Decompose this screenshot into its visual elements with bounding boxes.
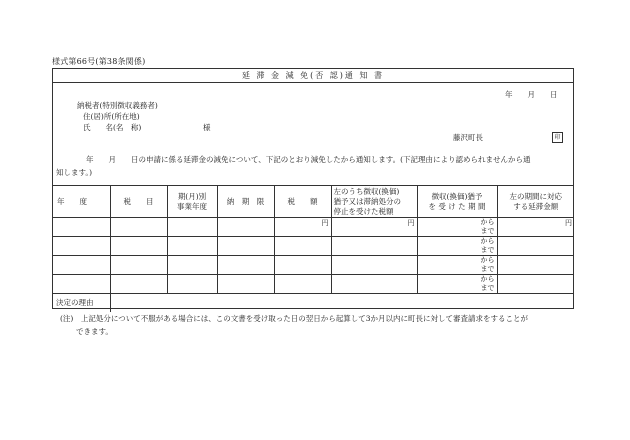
cell-suspension-period: から まで (417, 237, 497, 256)
header-late-fee: 左の期間に対応 する延滞金額 (497, 186, 574, 218)
header-tax-amount: 税 額 (274, 186, 331, 218)
header-deferred-amount: 左のうち徴収(換価) 猶予又は滞納処分の 停止を受けた税額 (331, 186, 417, 218)
cell-due-date (217, 275, 274, 294)
header-suspension-period: 徴収(換価)猶予 を 受 け た 期 間 (417, 186, 497, 218)
cell-year (53, 237, 110, 256)
cell-tax-item (110, 275, 167, 294)
note-line-2: できます。 (76, 327, 113, 336)
cell-tax-amount (274, 237, 331, 256)
form-number: 様式第66号(第38条関係) (52, 57, 146, 66)
body-text-line-2: 知します。) (56, 168, 93, 177)
cell-year (53, 218, 110, 237)
cell-period (167, 275, 217, 294)
table-row (53, 237, 574, 256)
cell-year (53, 256, 110, 275)
body-text-line-1: 年 月 日の申請に係る延滞金の減免について、下記のとおり減免したから通知します。(下記理由により認められませんから通 (86, 155, 531, 164)
header-due-date: 納 期 限 (217, 186, 274, 218)
reason-label: 決定の理由 (53, 294, 110, 312)
cell-suspension-period: から まで (417, 275, 497, 294)
cell-tax-item (110, 237, 167, 256)
cell-deferred-amount (331, 256, 417, 275)
cell-deferred-amount: 円 (331, 218, 417, 237)
cell-tax-amount (274, 256, 331, 275)
notice-form (52, 68, 574, 309)
date-line: 年 月 日 (505, 90, 558, 99)
address-label: 住(居)所(所在地) (83, 112, 140, 121)
cell-period (167, 256, 217, 275)
cell-tax-amount: 円 (274, 218, 331, 237)
header-year: 年 度 (53, 186, 110, 218)
cell-deferred-amount (331, 275, 417, 294)
detail-table (53, 185, 574, 312)
form-title: 延 滞 金 減 免(否 認)通 知 書 (53, 69, 573, 83)
table-row (53, 256, 574, 275)
honorific: 様 (203, 123, 211, 132)
header-tax-item: 税 目 (110, 186, 167, 218)
cell-due-date (217, 218, 274, 237)
cell-tax-amount (274, 275, 331, 294)
cell-late-fee (497, 256, 574, 275)
cell-period (167, 237, 217, 256)
cell-tax-item (110, 218, 167, 237)
taxpayer-label: 納税者(特別徴収義務者) (77, 101, 158, 110)
seal-mark: 印 (552, 132, 563, 143)
cell-deferred-amount (331, 237, 417, 256)
cell-due-date (217, 256, 274, 275)
note-line-1: (注) 上記処分について不服がある場合には、この文書を受け取った日の翌日から起算して3か月以内に町長に対して審査請求をすることが (60, 314, 528, 323)
cell-late-fee: 円 (497, 218, 574, 237)
issuer: 藤沢町長 (453, 133, 483, 142)
cell-late-fee (497, 237, 574, 256)
cell-suspension-period: から まで (417, 218, 497, 237)
table-header-row (53, 186, 574, 218)
cell-suspension-period: から まで (417, 256, 497, 275)
cell-late-fee (497, 275, 574, 294)
cell-due-date (217, 237, 274, 256)
cell-period (167, 218, 217, 237)
table-row (53, 218, 574, 237)
cell-tax-item (110, 256, 167, 275)
cell-year (53, 275, 110, 294)
reason-field (110, 294, 574, 312)
reason-row (53, 294, 574, 312)
name-label: 氏 名(名 称) (83, 123, 142, 132)
table-row (53, 275, 574, 294)
header-period: 期(月)別 事業年度 (167, 186, 217, 218)
